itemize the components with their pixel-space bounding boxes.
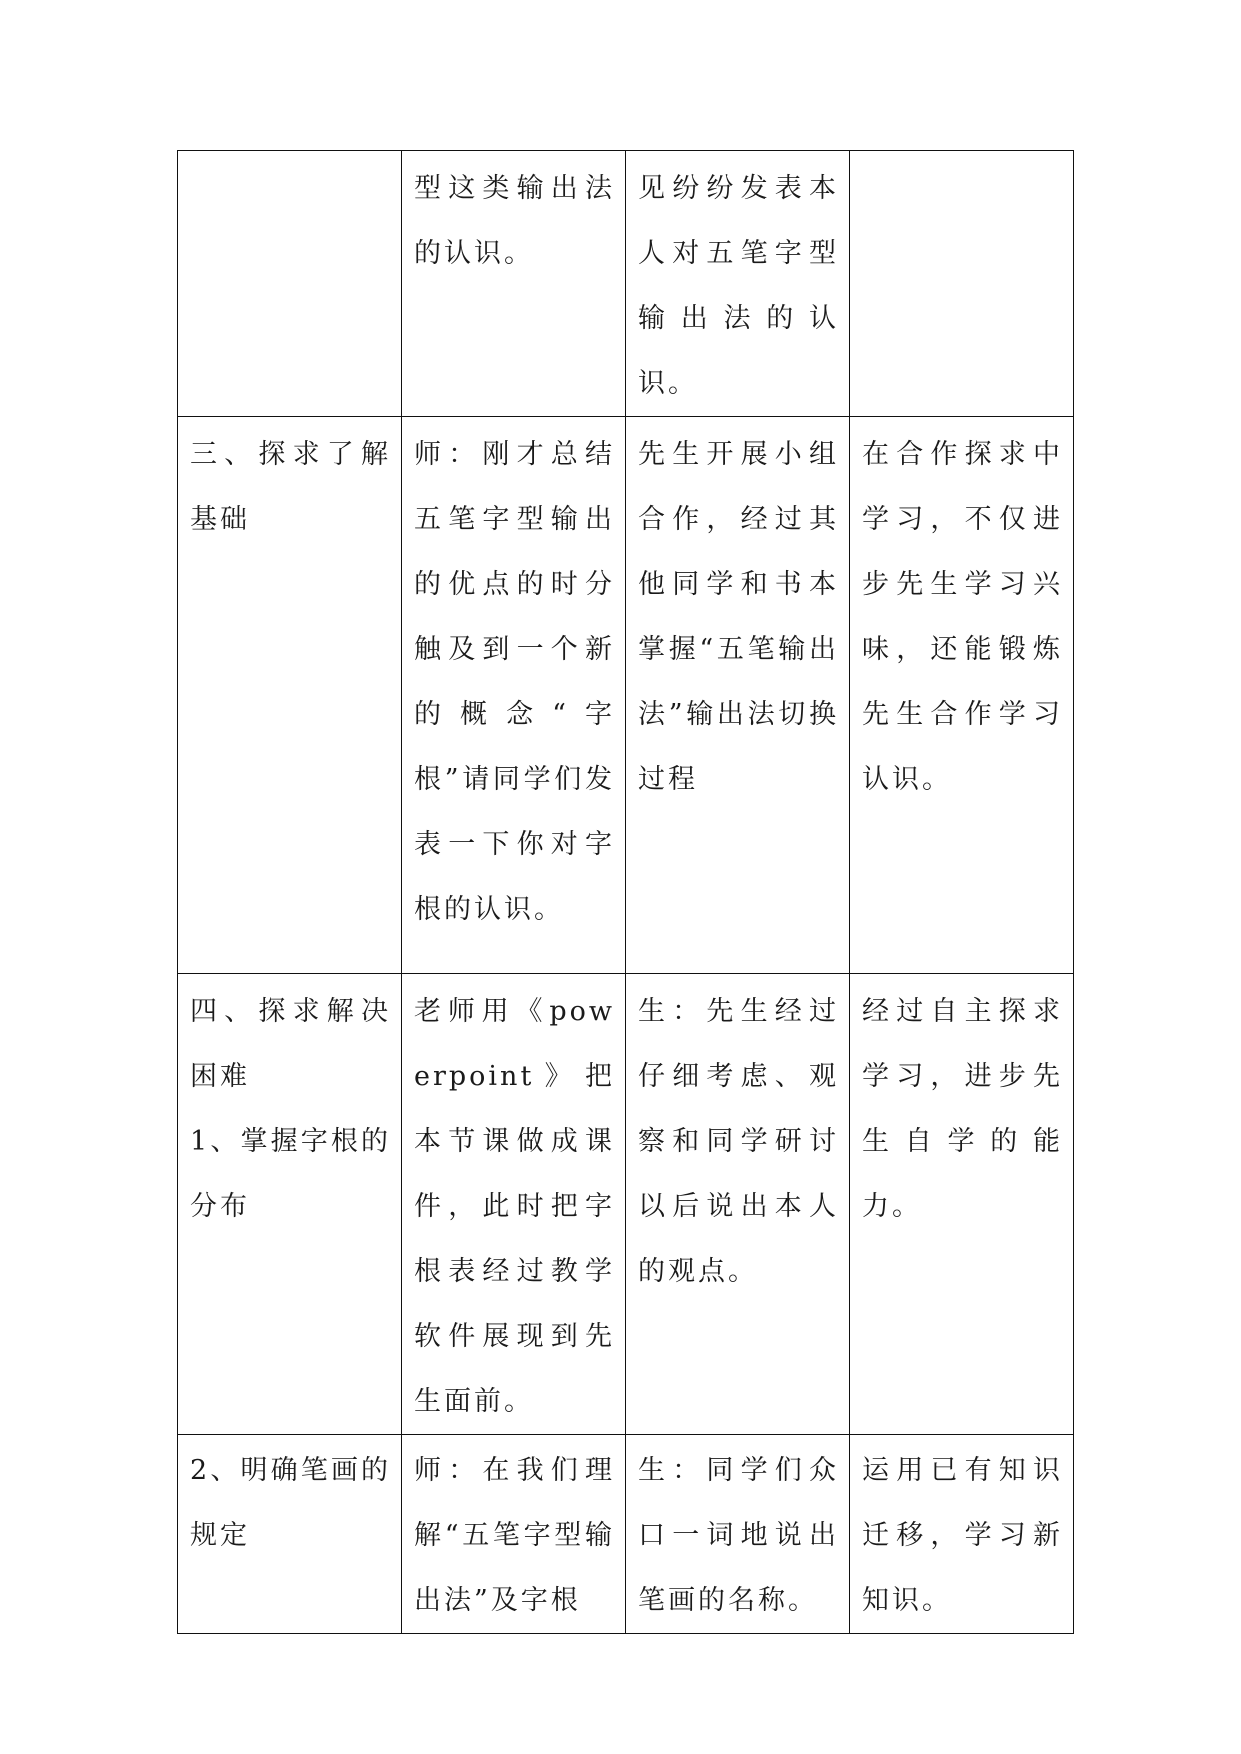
- teacher-activity-cell: 师：刚才总结五笔字型输出的优点的时分触及到一个新的概念“字根”请同学们发表一下你对字根的认识。: [402, 417, 626, 974]
- table-row: [178, 151, 1074, 417]
- lesson-plan-table: [177, 150, 1074, 1634]
- table-row: [178, 974, 1074, 1435]
- stage-cell: [178, 974, 402, 1435]
- teacher-activity-cell: 师：在我们理解“五笔字型输出法”及字根: [402, 1435, 626, 1634]
- table-row: [178, 1435, 1074, 1634]
- table-row: [178, 417, 1074, 974]
- student-activity-cell: 先生开展小组合作，经过其他同学和书本掌握“五笔输出法”输出法切换过程: [626, 417, 850, 974]
- stage-cell: 三、探求了解基础: [178, 417, 402, 974]
- design-intent-cell: [850, 151, 1074, 417]
- design-intent-cell: 经过自主探求学习，进步先生自学的能力。: [850, 974, 1074, 1435]
- stage-cell: [178, 151, 402, 417]
- design-intent-cell: 运用已有知识迁移，学习新知识。: [850, 1435, 1074, 1634]
- teacher-activity-cell: 老师用《powerpoint》把本节课做成课件，此时把字根表经过教学软件展现到先生面前。: [402, 974, 626, 1435]
- stage-title: 四、探求解决困难: [190, 996, 391, 1092]
- student-activity-cell: 生：先生经过仔细考虑、观察和同学研讨以后说出本人的观点。: [626, 974, 850, 1435]
- design-intent-cell: 在合作探求中学习，不仅进步先生学习兴味，还能锻炼先生合作学习认识。: [850, 417, 1074, 974]
- student-activity-cell: 生：同学们众口一词地说出笔画的名称。: [626, 1435, 850, 1634]
- student-activity-cell: 见纷纷发表本人对五笔字型输出法的认识。: [626, 151, 850, 417]
- stage-subtitle: 1、掌握字根的分布: [190, 1126, 391, 1222]
- teacher-activity-cell: 型这类输出法的认识。: [402, 151, 626, 417]
- stage-cell: 2、明确笔画的规定: [178, 1435, 402, 1634]
